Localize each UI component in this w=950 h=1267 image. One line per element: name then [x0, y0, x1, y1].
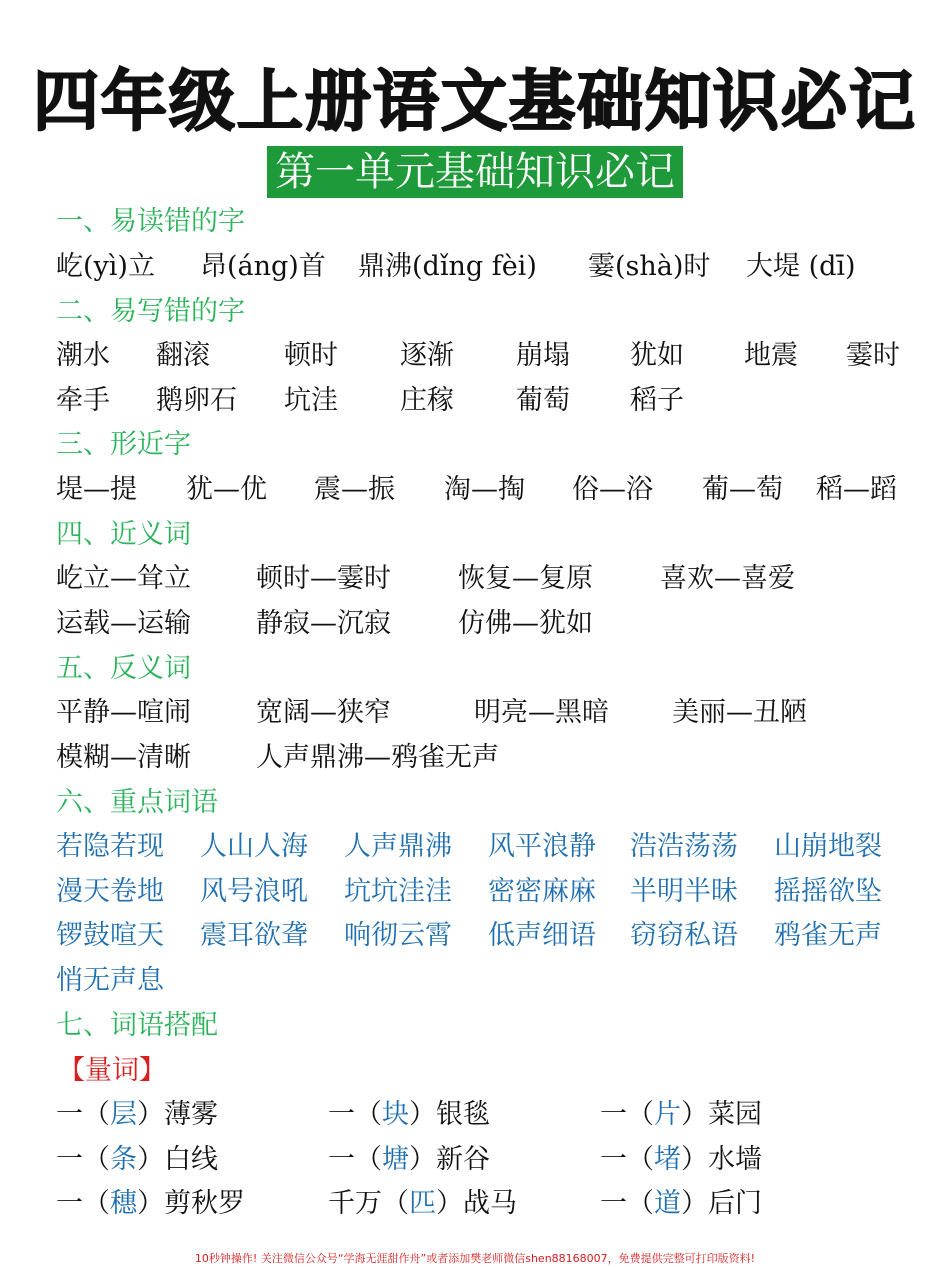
miswritten-row-2 — [56, 381, 916, 421]
key-words-row-1 — [56, 827, 916, 867]
list-item: 低声细语 — [488, 920, 596, 951]
list-item: 密密麻麻 — [488, 876, 596, 907]
heading-miswritten: 二、易写错的字 — [56, 296, 245, 327]
list-item: 人声鼎沸 — [344, 831, 452, 862]
list-item: 一（层）薄雾 — [56, 1099, 218, 1130]
list-item: 屹立—耸立 — [56, 563, 191, 594]
list-item: 一（条）白线 — [56, 1144, 218, 1175]
list-item: 逐渐 — [400, 340, 454, 371]
list-item: 美丽—丑陋 — [672, 697, 807, 728]
list-item: 半明半昧 — [630, 876, 738, 907]
list-item: 摇摇欲坠 — [774, 876, 882, 907]
heading-synonyms: 四、近义词 — [56, 519, 191, 550]
list-item: 牵手 — [56, 385, 110, 416]
list-item: 鸦雀无声 — [774, 920, 882, 951]
list-item: 平静—喧闹 — [56, 697, 191, 728]
list-item: 屹(yì)立 — [56, 251, 155, 282]
list-item: 稻—蹈 — [816, 474, 897, 505]
collocation-row-2 — [56, 1140, 916, 1180]
heading-misread: 一、易读错的字 — [56, 206, 245, 237]
antonyms-row-1 — [56, 693, 916, 733]
list-item: 一（穗）剪秋罗 — [56, 1188, 245, 1219]
list-item: 一（道）后门 — [600, 1188, 762, 1219]
list-item: 淘—掏 — [444, 474, 525, 505]
list-item: 堤—提 — [56, 474, 137, 505]
list-item: 锣鼓喧天 — [56, 920, 164, 951]
list-item: 响彻云霄 — [344, 920, 452, 951]
heading-key-words: 六、重点词语 — [56, 787, 218, 818]
list-item: 坑洼 — [284, 385, 338, 416]
list-item: 明亮—黑暗 — [474, 697, 609, 728]
list-item: 葡萄 — [516, 385, 570, 416]
key-words-row-4 — [56, 961, 916, 1001]
footer-note: 10秒钟操作! 关注微信公众号“学海无涯甜作舟”或者添加樊老师微信shen88168007，免费提供完整可打印版资料! — [194, 1252, 756, 1265]
list-item: 若隐若现 — [56, 831, 164, 862]
list-item: 霎(shà)时 — [588, 251, 711, 282]
list-item: 俗—浴 — [572, 474, 653, 505]
list-item: 顿时—霎时 — [256, 563, 391, 594]
list-item: 喜欢—喜爱 — [660, 563, 795, 594]
list-item: 昂(áng)首 — [200, 251, 326, 282]
list-item: 静寂—沉寂 — [256, 608, 391, 639]
heading-collocations: 七、词语搭配 — [56, 1010, 218, 1041]
list-item: 鹅卵石 — [156, 385, 237, 416]
collocation-row-1 — [56, 1095, 916, 1135]
list-item: 坑坑洼洼 — [344, 876, 452, 907]
list-item: 风号浪吼 — [200, 876, 308, 907]
list-item: 千万（匹）战马 — [328, 1188, 517, 1219]
list-item: 鼎沸(dǐng fèi) — [358, 251, 537, 282]
list-item: 恢复—复原 — [458, 563, 593, 594]
list-item: 一（片）菜园 — [600, 1099, 762, 1130]
misread-row — [56, 247, 916, 287]
unit-subtitle: 第一单元基础知识必记 — [267, 146, 683, 198]
list-item: 运载—运输 — [56, 608, 191, 639]
list-item: 人山人海 — [200, 831, 308, 862]
list-item: 山崩地裂 — [774, 831, 882, 862]
measure-words-label: 【量词】 — [58, 1055, 166, 1086]
antonyms-row-2 — [56, 738, 916, 778]
list-item: 一（塘）新谷 — [328, 1144, 490, 1175]
list-item: 漫天卷地 — [56, 876, 164, 907]
list-item: 宽阔—狭窄 — [256, 697, 391, 728]
list-item: 模糊—清晰 — [56, 742, 191, 773]
synonyms-row-2 — [56, 604, 916, 644]
synonyms-row-1 — [56, 559, 916, 599]
list-item: 一（堵）水墙 — [600, 1144, 762, 1175]
list-item: 庄稼 — [400, 385, 454, 416]
list-item: 风平浪静 — [488, 831, 596, 862]
collocation-row-3 — [56, 1184, 916, 1224]
list-item: 稻子 — [630, 385, 684, 416]
heading-antonyms: 五、反义词 — [56, 653, 191, 684]
heading-similar-chars: 三、形近字 — [56, 429, 191, 460]
list-item: 崩塌 — [516, 340, 570, 371]
miswritten-row-1 — [56, 336, 916, 376]
key-words-row-2 — [56, 872, 916, 912]
list-item: 窃窃私语 — [630, 920, 738, 951]
list-item: 犹如 — [630, 340, 684, 371]
list-item: 霎时 — [846, 340, 900, 371]
list-item: 仿佛—犹如 — [458, 608, 593, 639]
list-item: 顿时 — [284, 340, 338, 371]
list-item: 地震 — [744, 340, 798, 371]
similar-chars-row — [56, 470, 916, 510]
list-item: 潮水 — [56, 340, 110, 371]
list-item: 大堤 (dī) — [746, 251, 856, 282]
page-title: 四年级上册语文基础知识必记 — [33, 63, 917, 140]
list-item: 悄无声息 — [56, 965, 164, 996]
list-item: 浩浩荡荡 — [630, 831, 738, 862]
list-item: 震耳欲聋 — [200, 920, 308, 951]
list-item: 犹—优 — [186, 474, 267, 505]
list-item: 人声鼎沸—鸦雀无声 — [256, 742, 499, 773]
key-words-row-3 — [56, 916, 916, 956]
list-item: 翻滚 — [156, 340, 210, 371]
list-item: 葡—萄 — [702, 474, 783, 505]
list-item: 一（块）银毯 — [328, 1099, 490, 1130]
list-item: 震—振 — [314, 474, 395, 505]
